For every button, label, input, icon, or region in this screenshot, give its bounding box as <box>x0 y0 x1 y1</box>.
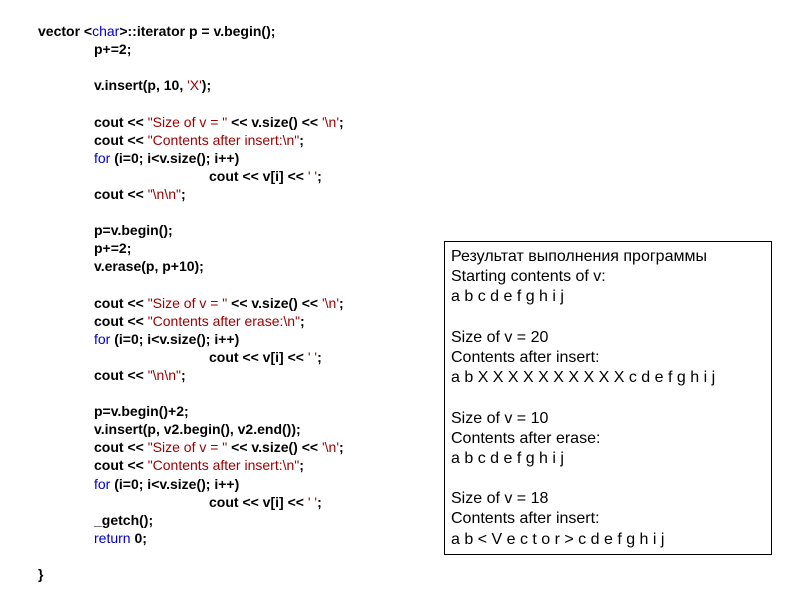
code-text: ; <box>180 185 186 202</box>
output-line: Size of v = 18 <box>451 490 549 508</box>
code-line <box>94 330 239 348</box>
code-keyword: for <box>94 149 111 166</box>
code-line <box>94 312 305 330</box>
code-string: ' ' <box>307 493 318 510</box>
code-line <box>94 438 344 456</box>
code-text: cout << <box>94 185 148 202</box>
code-string: "Size of v = " <box>147 113 228 130</box>
code-text: cout << <box>94 131 148 148</box>
code-string: "Contents after insert:\n" <box>147 131 300 148</box>
code-line <box>209 348 322 366</box>
output-line: Size of v = 10 <box>451 409 549 427</box>
program-output-box <box>444 241 772 555</box>
output-line: Size of v = 20 <box>451 328 549 346</box>
output-line: Contents after erase: <box>451 429 601 447</box>
code-text: ; <box>317 167 322 184</box>
code-text: ; <box>339 294 344 311</box>
code-text: ; <box>299 457 304 474</box>
code-line <box>38 565 43 583</box>
code-line <box>94 76 211 94</box>
code-text: ; <box>299 131 304 148</box>
code-text: ; <box>339 439 344 456</box>
code-string: ' ' <box>307 167 318 184</box>
code-text: v.erase(p, p+10); <box>94 258 204 275</box>
code-text: (i=0; i<v.size(); i++) <box>110 330 240 347</box>
code-text: vector < <box>38 23 93 39</box>
code-text: cout << <box>94 439 148 456</box>
code-line <box>94 529 147 547</box>
code-text: cout << v[i] << <box>209 348 308 365</box>
output-line: a b X X X X X X X X X X c d e f g h i j <box>451 369 716 387</box>
output-line: Starting contents of v: <box>451 268 606 286</box>
code-text: v.insert(p, 10, <box>94 77 188 94</box>
code-line <box>94 366 186 384</box>
code-line <box>209 493 322 511</box>
code-string: '\n' <box>321 294 339 311</box>
output-line <box>451 469 765 489</box>
code-line <box>94 402 189 420</box>
output-line: a b < V e c t o r > c d e f g h i j <box>451 530 665 548</box>
code-text: << v.size() << <box>227 439 322 456</box>
code-text: ; <box>317 348 322 365</box>
output-line: Contents after insert: <box>451 348 600 366</box>
code-string: ' ' <box>307 348 318 365</box>
code-text: cout << v[i] << <box>209 167 308 184</box>
code-line <box>94 185 186 203</box>
code-text: cout << v[i] << <box>209 493 308 510</box>
code-text: 0; <box>130 529 147 546</box>
code-text: p+=2; <box>94 41 132 58</box>
code-line <box>38 22 275 40</box>
code-text: ; <box>317 493 322 510</box>
code-keyword: for <box>94 475 111 492</box>
code-line <box>94 149 239 167</box>
code-text: } <box>38 566 44 582</box>
code-string: '\n' <box>321 113 339 130</box>
code-line <box>94 113 344 131</box>
code-string: 'X' <box>187 77 202 94</box>
code-text: cout << <box>94 113 148 130</box>
code-line <box>94 221 173 239</box>
output-line <box>451 308 765 328</box>
code-line <box>94 511 153 529</box>
code-string: "Contents after insert:\n" <box>147 457 300 474</box>
code-text: _getch(); <box>94 511 154 528</box>
code-line <box>209 167 322 185</box>
code-text: p=v.begin(); <box>94 222 173 239</box>
code-text: ; <box>300 312 305 329</box>
code-text: ; <box>180 366 186 383</box>
code-text: v.insert(p, v2.begin(), v2.end()); <box>94 421 301 438</box>
code-text: >::iterator p = v.begin(); <box>119 23 276 39</box>
code-line <box>94 456 304 474</box>
code-line <box>94 420 301 438</box>
output-line: a b c d e f g h i j <box>451 288 564 306</box>
output-line: a b c d e f g h i j <box>451 449 564 467</box>
code-keyword: return <box>94 529 131 546</box>
code-line <box>94 40 131 58</box>
code-text: cout << <box>94 457 148 474</box>
code-string: "Contents after erase:\n" <box>147 312 301 329</box>
output-line <box>451 388 765 408</box>
code-line <box>94 131 304 149</box>
code-text: (i=0; i<v.size(); i++) <box>110 149 240 166</box>
code-text: cout << <box>94 366 148 383</box>
code-text: (i=0; i<v.size(); i++) <box>110 475 240 492</box>
code-string: "\n\n" <box>147 185 181 202</box>
code-line <box>94 475 239 493</box>
code-line <box>94 257 204 275</box>
code-string: "Size of v = " <box>147 294 228 311</box>
code-string: "Size of v = " <box>147 439 228 456</box>
code-text: cout << <box>94 312 148 329</box>
code-line <box>94 294 344 312</box>
code-line <box>94 239 131 257</box>
output-line: Contents after insert: <box>451 510 600 528</box>
code-text: << v.size() << <box>227 113 322 130</box>
code-string: '\n' <box>321 439 339 456</box>
code-string: "\n\n" <box>147 366 181 383</box>
code-text: cout << <box>94 294 148 311</box>
code-keyword: for <box>94 330 111 347</box>
code-text: ); <box>201 77 212 94</box>
code-keyword: char <box>92 23 120 39</box>
code-text: << v.size() << <box>227 294 322 311</box>
code-text: p=v.begin()+2; <box>94 403 189 420</box>
code-text: p+=2; <box>94 240 132 257</box>
output-title: Результат выполнения программы <box>451 248 707 265</box>
code-text: ; <box>339 113 344 130</box>
